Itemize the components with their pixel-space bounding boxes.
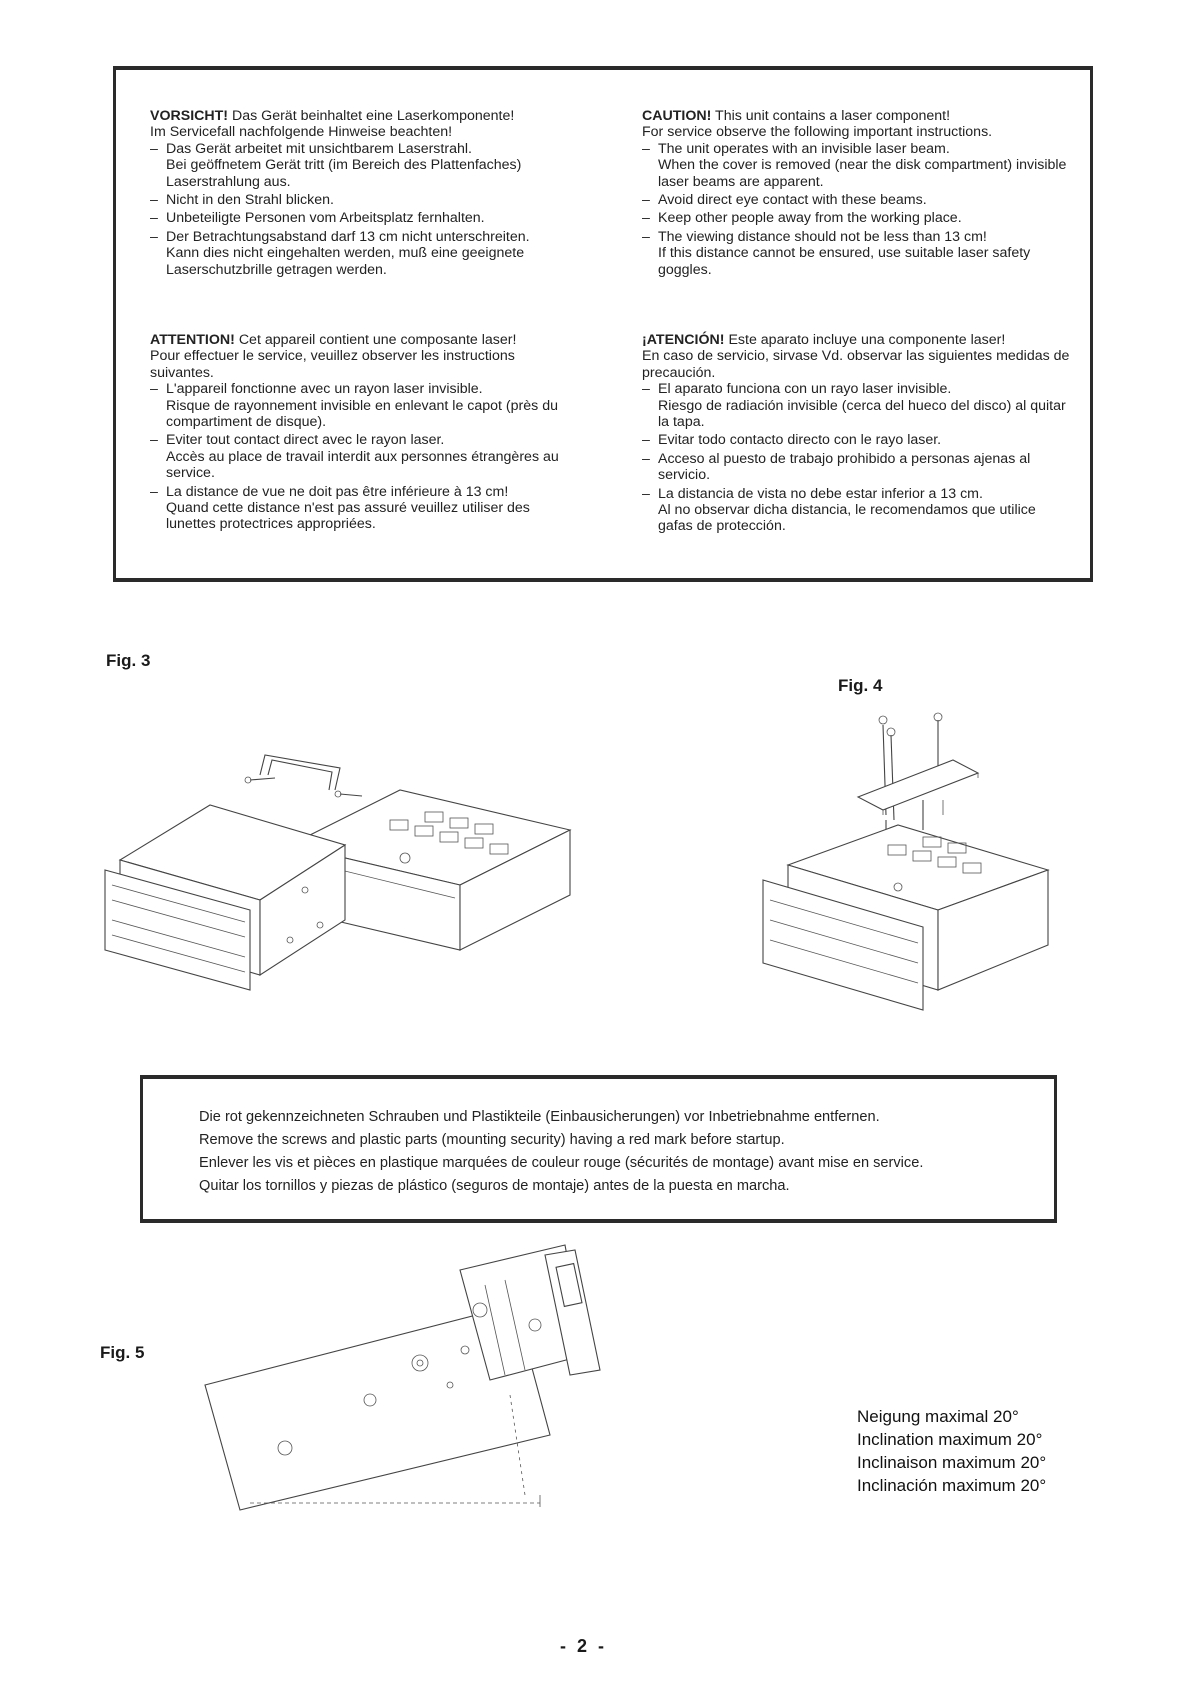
warning-es-list [642, 381, 1072, 535]
list-item [150, 192, 580, 208]
warning-de-intro-line [150, 108, 580, 124]
warning-en-intro: This unit contains a laser component! [715, 108, 951, 124]
notice-line-en: Remove the screws and plastic parts (mounting security) having a red mark before startup. [199, 1132, 785, 1148]
warning-es-heading: ¡ATENCIÓN! [642, 332, 725, 348]
fig-4-plate [858, 760, 978, 815]
list-item-sub: When the cover is removed (near the disk compartment) invisible laser beams are apparent. [658, 157, 1067, 190]
list-item [150, 432, 580, 481]
warning-en-heading: CAUTION! [642, 108, 712, 124]
list-item-main: Das Gerät arbeitet mit unsichtbarem Laserstrahl. [166, 140, 472, 157]
list-item-sub: If this distance cannot be ensured, use suitable laser safety goggles. [658, 245, 1031, 278]
fig-3-bracket [245, 755, 362, 797]
inclination-fr: Inclinaison maximum 20° [857, 1453, 1047, 1472]
warning-fr-heading: ATTENTION! [150, 332, 235, 348]
list-item-main: La distancia de vista no debe estar inferior a 13 cm. [658, 485, 983, 502]
warning-de-intro2: Im Servicefall nachfolgende Hinweise beachten! [150, 124, 453, 141]
list-item-sub: Quand cette distance n'est pas assuré veuillez utiliser des lunettes protectrices appropriées. [166, 500, 530, 533]
inclination-en: Inclination maximum 20° [857, 1430, 1043, 1449]
warning-en-list [642, 141, 1072, 278]
list-item-main: Nicht in den Strahl blicken. [166, 192, 334, 209]
warning-de-intro: Das Gerät beinhaltet eine Laserkomponente! [231, 108, 515, 124]
warning-fr-intro2: Pour effectuer le service, veuillez observer les instructions suivantes. [150, 348, 515, 381]
list-item [150, 141, 580, 190]
list-item [642, 381, 1072, 430]
list-item-main: Der Betrachtungsabstand darf 13 cm nicht unterschreiten. [166, 228, 530, 245]
list-item-sub: Al no observar dicha distancia, le recomendamos que utilice gafas de protección. [658, 502, 1036, 535]
inclination-de: Neigung maximal 20° [857, 1407, 1019, 1426]
warning-en-intro-line [642, 108, 1072, 124]
warning-es-intro-line [642, 332, 1072, 348]
list-item-main: Evitar todo contacto directo con le rayo laser. [658, 432, 942, 449]
warning-es [642, 332, 1072, 537]
list-item [150, 381, 580, 430]
mounting-security-notice [140, 1075, 1057, 1223]
list-item [642, 141, 1072, 190]
list-item-main: Keep other people away from the working place. [658, 210, 962, 227]
fig-3-label: Fig. 3 [106, 651, 151, 670]
list-item-main: The unit operates with an invisible laser beam. [658, 140, 950, 157]
fig-3-drawing [100, 750, 570, 1030]
list-item-main: L'appareil fonctionne avec un rayon laser invisible. [166, 381, 483, 398]
warning-fr-intro: Cet appareil contient une composante laser! [238, 332, 517, 348]
fig-5-drawing [205, 1245, 625, 1510]
warning-es-intro: Este aparato incluye una componente laser! [728, 332, 1006, 348]
warning-en-intro2: For service observe the following important instructions. [642, 124, 993, 141]
list-item [150, 210, 580, 226]
list-item-main: The viewing distance should not be less than 13 cm! [658, 228, 987, 245]
notice-line-fr: Enlever les vis et pièces en plastique marquées de couleur rouge (sécurités de montage) avant mise en service. [199, 1155, 924, 1171]
list-item-main: La distance de vue ne doit pas être inférieure à 13 cm! [166, 483, 509, 500]
fig-4-unit [763, 825, 1048, 1010]
list-item-main: Unbeteiligte Personen vom Arbeitsplatz fernhalten. [166, 210, 485, 227]
list-item [642, 486, 1072, 535]
list-item [642, 432, 1072, 448]
list-item [150, 229, 580, 278]
inclination-note [857, 1405, 1046, 1497]
list-item [642, 229, 1072, 278]
list-item-main: Acceso al puesto de trabajo prohibido a personas ajenas al servicio. [658, 450, 1031, 484]
fig-4-label: Fig. 4 [838, 676, 883, 695]
warning-de [150, 108, 580, 280]
list-item-main: Eviter tout contact direct avec le rayon laser. [166, 432, 445, 449]
list-item-sub: Risque de rayonnement invisible en enlevant le capot (près du compartiment de disque). [166, 397, 558, 431]
list-item-sub: Kann dies nicht eingehalten werden, muß eine geeignete Laserschutzbrille getragen werden. [166, 245, 525, 278]
list-item [642, 192, 1072, 208]
inclination-es: Inclinación maximum 20° [857, 1476, 1047, 1495]
warning-de-heading: VORSICHT! [150, 108, 229, 124]
warning-fr-intro-line [150, 332, 580, 348]
warning-fr [150, 332, 580, 535]
notice-line-de: Die rot gekennzeichneten Schrauben und Plastikteile (Einbausicherungen) vor Inbetriebnahme entfernen. [199, 1109, 880, 1125]
fig-5-label: Fig. 5 [100, 1343, 145, 1362]
fig-5-tilted-unit [205, 1245, 600, 1510]
list-item-sub: Riesgo de radiación invisible (cerca del hueco del disco) al quitar la tapa. [658, 397, 1066, 431]
laser-warning-box [113, 66, 1093, 582]
warning-es-intro2: En caso de servicio, sirvase Vd. observar las siguientes medidas de precaución. [642, 348, 1070, 381]
list-item-main: Avoid direct eye contact with these beams. [658, 192, 927, 209]
list-item-sub: Bei geöffnetem Gerät tritt (im Bereich des Plattenfaches) Laserstrahlung aus. [166, 157, 522, 190]
list-item [642, 451, 1072, 484]
fig-4-drawing [748, 705, 1058, 1025]
list-item-sub: Accès au place de travail interdit aux personnes étrangères au service. [166, 448, 559, 482]
notice-line-es: Quitar los tornillos y piezas de plástico (seguros de montaje) antes de la puesta en marcha. [199, 1178, 790, 1194]
warning-fr-list [150, 381, 580, 533]
warning-en [642, 108, 1072, 280]
list-item-main: El aparato funciona con un rayo laser invisible. [658, 381, 952, 398]
fig-3-front-unit [105, 805, 345, 990]
page-number: - 2 - [560, 1636, 608, 1656]
list-item [642, 210, 1072, 226]
notice-text [199, 1106, 923, 1198]
warning-de-list [150, 141, 580, 278]
list-item [150, 484, 580, 533]
